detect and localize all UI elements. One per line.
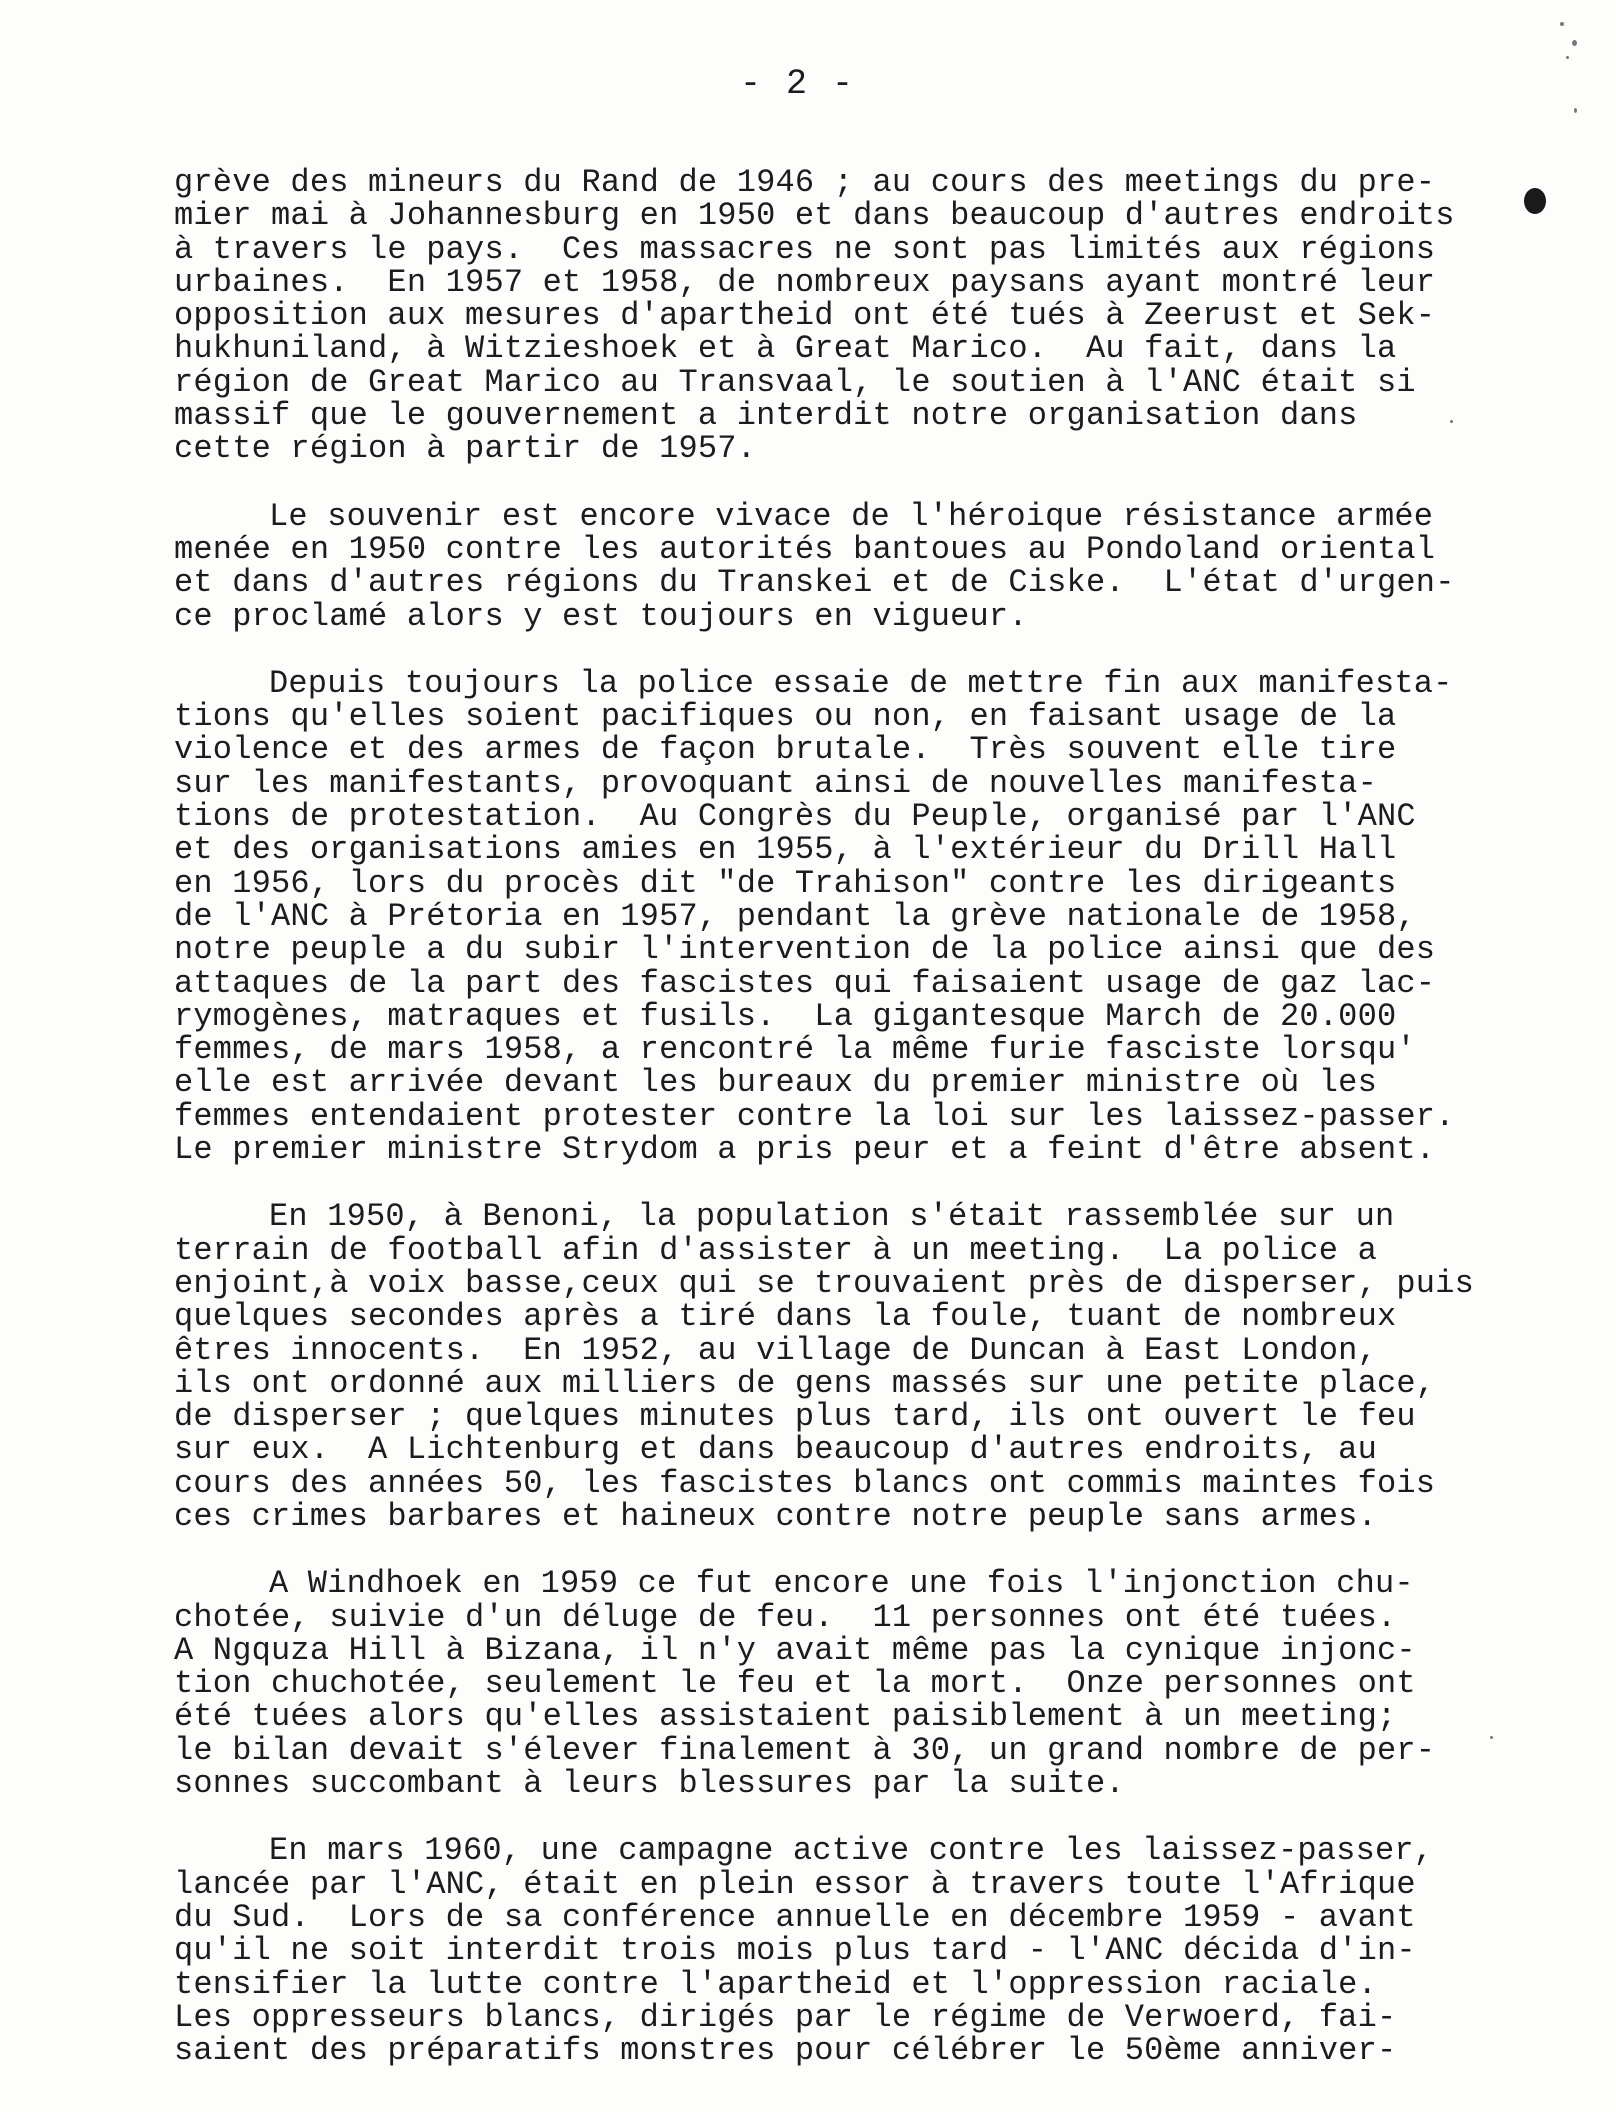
text-line: du Sud. Lors de sa conférence annuelle en décembre 1959 - avant bbox=[174, 1898, 1416, 1936]
text-line: violence et des armes de façon brutale. Très souvent elle tire bbox=[174, 731, 1397, 769]
text-line: tions qu'elles soient pacifiques ou non, en faisant usage de la bbox=[174, 698, 1397, 736]
text-line: en 1956, lors du procès dit "de Trahison" contre les dirigeants bbox=[174, 864, 1397, 902]
text-line: cette région à partir de 1957. bbox=[174, 430, 757, 468]
text-line: saient des préparatifs monstres pour célébrer le 50ème anniver- bbox=[174, 2032, 1397, 2070]
text-line: ces crimes barbares et haineux contre notre peuple sans armes. bbox=[174, 1497, 1377, 1535]
text-line: ce proclamé alors y est toujours en vigueur. bbox=[174, 597, 1028, 635]
text-line: et dans d'autres régions du Transkei et de Ciske. L'état d'urgen- bbox=[174, 564, 1455, 602]
scan-speck bbox=[1490, 1736, 1493, 1739]
text-line: Le souvenir est encore vivace de l'héroique résistance armée bbox=[269, 497, 1434, 535]
text-line: sonnes succombant à leurs blessures par la suite. bbox=[174, 1765, 1125, 1803]
scan-speck bbox=[1566, 56, 1569, 59]
text-line: rymogènes, matraques et fusils. La gigantesque March de 20.000 bbox=[174, 997, 1397, 1035]
scan-speck bbox=[1560, 22, 1564, 26]
text-line: mier mai à Johannesburg en 1950 et dans beaucoup d'autres endroits bbox=[174, 197, 1455, 235]
text-line: cours des années 50, les fascistes blancs ont commis maintes fois bbox=[174, 1464, 1436, 1502]
text-line: femmes entendaient protester contre la loi sur les laissez-passer. bbox=[174, 1097, 1455, 1135]
text-line: femmes, de mars 1958, a rencontré la même furie fasciste lorsqu' bbox=[174, 1031, 1416, 1069]
text-line: notre peuple a du subir l'intervention de la police ainsi que des bbox=[174, 931, 1436, 969]
text-line: opposition aux mesures d'apartheid ont été tués à Zeerust et Sek- bbox=[174, 297, 1436, 335]
text-line: région de Great Marico au Transvaal, le soutien à l'ANC était si bbox=[174, 363, 1416, 401]
text-line: elle est arrivée devant les bureaux du premier ministre où les bbox=[174, 1064, 1377, 1102]
paragraph bbox=[174, 166, 1534, 466]
text-line: Depuis toujours la police essaie de mettre fin aux manifesta- bbox=[269, 664, 1453, 702]
text-line: tion chuchotée, seulement le feu et la mort. Onze personnes ont bbox=[174, 1665, 1416, 1703]
text-line: quelques secondes après a tiré dans la foule, tuant de nombreux bbox=[174, 1298, 1397, 1336]
text-line: sur les manifestants, provoquant ainsi de nouvelles manifesta- bbox=[174, 764, 1377, 802]
text-line: êtres innocents. En 1952, au village de Duncan à East London, bbox=[174, 1331, 1377, 1369]
text-line: sur eux. A Lichtenburg et dans beaucoup d'autres endroits, au bbox=[174, 1431, 1377, 1469]
text-line: qu'il ne soit interdit trois mois plus tard - l'ANC décida d'in- bbox=[174, 1932, 1416, 1970]
text-line: tensifier la lutte contre l'apartheid et l'oppression raciale. bbox=[174, 1965, 1377, 2003]
text-line: En mars 1960, une campagne active contre les laissez-passer, bbox=[269, 1832, 1434, 1870]
text-line: ils ont ordonné aux milliers de gens massés sur une petite place, bbox=[174, 1364, 1436, 1402]
text-line: et des organisations amies en 1955, à l'extérieur du Drill Hall bbox=[174, 831, 1397, 869]
ink-blot bbox=[1524, 188, 1546, 214]
text-line: tions de protestation. Au Congrès du Peuple, organisé par l'ANC bbox=[174, 798, 1416, 836]
text-line: A Windhoek en 1959 ce fut encore une fois l'injonction chu- bbox=[269, 1565, 1414, 1603]
text-line: En 1950, à Benoni, la population s'était rassemblée sur un bbox=[269, 1198, 1395, 1236]
scan-speck bbox=[1450, 420, 1453, 423]
text-line: de l'ANC à Prétoria en 1957, pendant la grève nationale de 1958, bbox=[174, 897, 1416, 935]
scan-speck bbox=[1574, 108, 1577, 113]
text-line: menée en 1950 contre les autorités bantoues au Pondoland oriental bbox=[174, 530, 1436, 568]
paragraph bbox=[174, 1832, 1534, 2070]
text-line: attaques de la part des fascistes qui faisaient usage de gaz lac- bbox=[174, 964, 1436, 1002]
text-line: Le premier ministre Strydom a pris peur et a feint d'être absent. bbox=[174, 1131, 1436, 1169]
text-line: le bilan devait s'élever finalement à 30, un grand nombre de per- bbox=[174, 1731, 1436, 1769]
text-line: grève des mineurs du Rand de 1946 ; au cours des meetings du pre- bbox=[174, 164, 1436, 201]
page-number: - 2 - bbox=[740, 64, 856, 104]
scan-speck bbox=[1572, 40, 1577, 46]
text-line: A Ngquza Hill à Bizana, il n'y avait même pas la cynique injonc- bbox=[174, 1631, 1416, 1669]
paragraph bbox=[174, 497, 1534, 635]
text-line: à travers le pays. Ces massacres ne sont pas limités aux régions bbox=[174, 230, 1436, 268]
paragraph bbox=[174, 664, 1534, 1169]
paragraph bbox=[174, 1200, 1534, 1533]
text-line: chotée, suivie d'un déluge de feu. 11 personnes ont été tuées. bbox=[174, 1598, 1397, 1636]
text-line: Les oppresseurs blancs, dirigés par le régime de Verwoerd, fai- bbox=[174, 1998, 1397, 2036]
body-text bbox=[174, 166, 1534, 2101]
text-line: de disperser ; quelques minutes plus tard, ils ont ouvert le feu bbox=[174, 1398, 1416, 1436]
text-line: massif que le gouvernement a interdit notre organisation dans bbox=[174, 397, 1358, 435]
text-line: enjoint,à voix basse,ceux qui se trouvaient près de disperser, puis bbox=[174, 1264, 1475, 1302]
paragraph bbox=[174, 1565, 1534, 1803]
text-line: été tuées alors qu'elles assistaient paisiblement à un meeting; bbox=[174, 1698, 1397, 1736]
text-line: hukhuniland, à Witzieshoek et à Great Marico. Au fait, dans la bbox=[174, 330, 1397, 368]
text-line: terrain de football afin d'assister à un meeting. La police a bbox=[174, 1231, 1377, 1269]
text-line: lancée par l'ANC, était en plein essor à travers toute l'Afrique bbox=[174, 1865, 1416, 1903]
text-line: urbaines. En 1957 et 1958, de nombreux paysans ayant montré leur bbox=[174, 263, 1436, 301]
